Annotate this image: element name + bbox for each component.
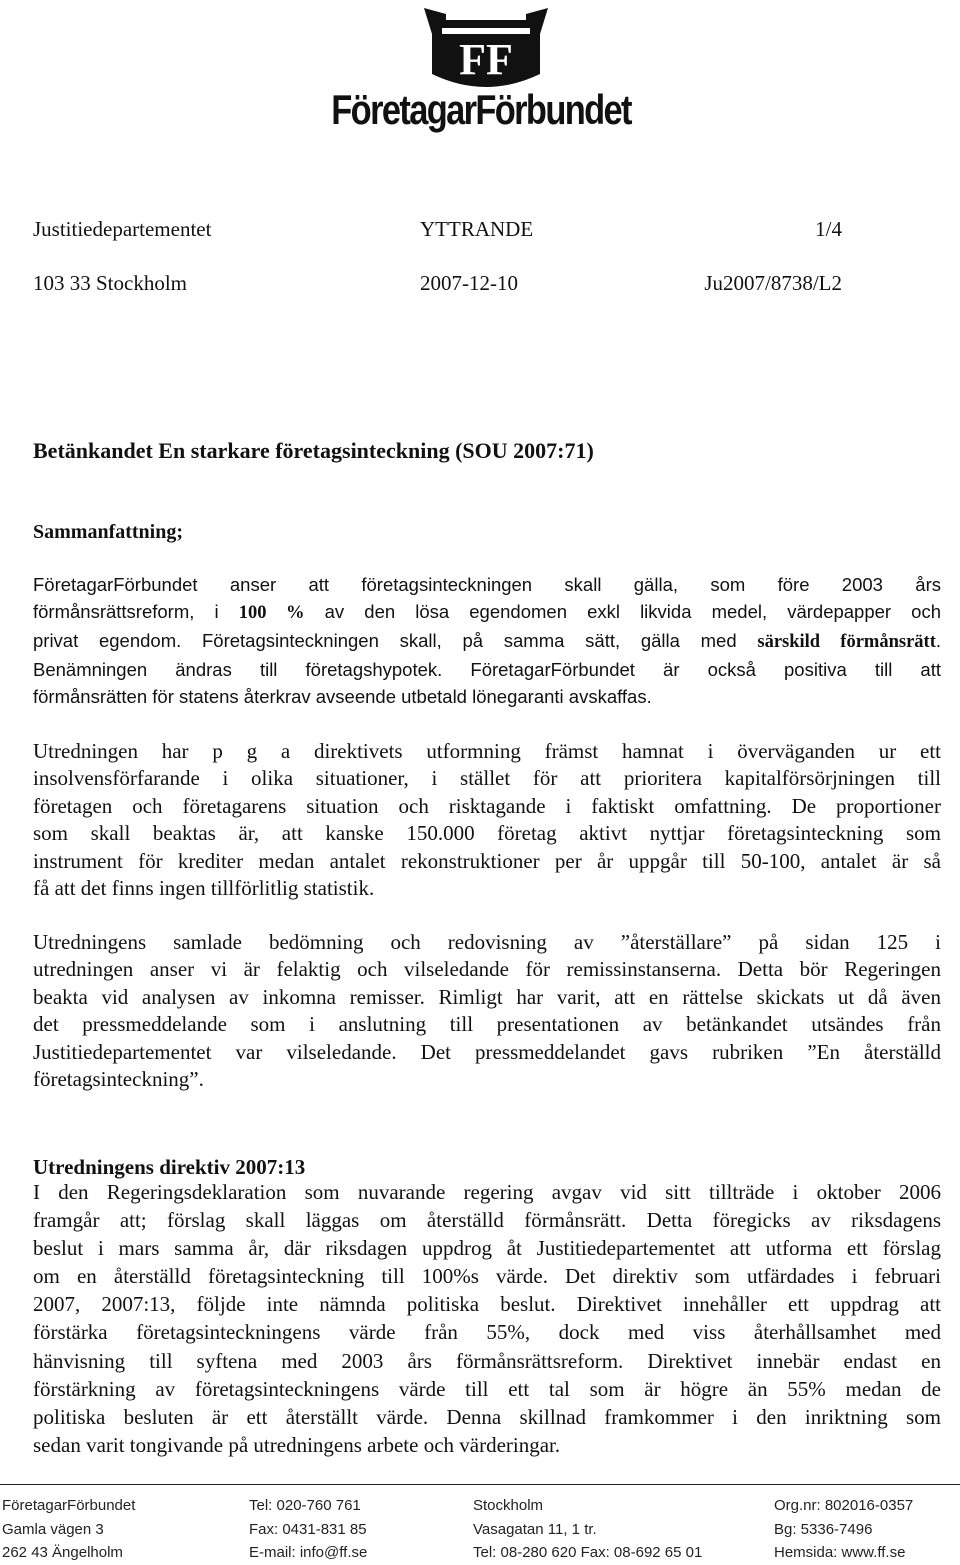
footer-text: Bg: 5336-7496 [774,1520,873,1538]
text-line: politiska besluten är ett återställt värde. Denna skillnad framkommer i den inriktning som [33,1404,941,1429]
footer-company-info [774,1494,913,1565]
footer-text: Fax: 0431-831 85 [249,1520,367,1538]
text-line: Justitiedepartementet var vilseledande. Det pressmeddelandet gavs rubriken ”En återställd [33,1039,941,1064]
brand-name: FöretagarFörbundet [331,86,631,133]
text-line: framgår att; förslag skall läggas om återställd förmånsrätt. Detta föregicks av riksdagens [33,1208,941,1233]
text-line: det pressmeddelande som i anslutning till presentationen av betänkandet utsändes från [33,1012,941,1037]
footer-text: E-mail: info@ff.se [249,1544,368,1561]
footer-text: FöretagarFörbundet [2,1497,136,1514]
text-line: insolvensförfarande i olika situationer, i stället för att prioritera kapitalförsörjningen till [33,766,941,791]
text-line: privat egendom. Företagsinteckningen skall, på samma sätt, gälla med särskild förmånsrätt. [33,630,941,652]
summary-heading: Sammanfattning; [33,521,184,543]
footer-text: Vasagatan 11, 1 tr. [473,1520,597,1538]
text-line: företagen och företagarens situation och risktagande i faktiskt omfattning. De proportioner [33,793,941,818]
footer-text: Gamla vägen 3 [2,1520,104,1538]
text-line: om en återställd företagsinteckning till 100%s värde. Det direktiv som utfärdades i februari [33,1264,941,1289]
text-line: Benämningen ändras till företagshypotek. FöretagarFörbundet är också positiva till att [33,659,941,680]
footer-text: Stockholm [473,1497,544,1514]
page-number: 1/4 [815,217,842,241]
company-logo [420,4,552,90]
footer-contact [249,1494,367,1565]
footer-address [2,1494,135,1565]
text-line: Utredningens samlade bedömning och redovisning av ”återställare” på sidan 125 i [33,930,941,954]
text-line: företagsinteckning”. [33,1067,204,1092]
footer-divider [0,1484,960,1485]
text-line: instrument för krediter medan antalet rekonstruktioner per år uppgår till 50-100, antalet är så [33,848,941,873]
body-paragraph [33,738,941,902]
footer-text: Org.nr: 802016-0357 [774,1497,914,1514]
footer-text: Tel: 020-760 761 [249,1497,361,1514]
logo-lettering: FF [459,35,513,84]
footer-text: Tel: 08-280 620 Fax: 08-692 65 01 [473,1544,703,1561]
footer-stockholm-office [473,1494,702,1565]
text-line: som skall beaktas är, att kanske 150.000 företag aktivt nyttjar företagsinteckning som [33,821,941,846]
text-line: 2007, 2007:13, följde inte nämnda politiska beslut. Direktivet innehåller ett uppdrag att [33,1292,941,1317]
footer-text: Hemsida: www.ff.se [774,1544,906,1561]
text-line: förstärka företagsinteckningens värde från 55%, dock med viss återhållsamhet med [33,1320,941,1345]
reference-number: Ju2007/8738/L2 [704,271,842,295]
footer-text: 262 43 Ängelholm [2,1544,123,1561]
text-line: beakta vid analysen av inkomna remisser. Rimligt har varit, att en rättelse skickats ut då även [33,984,941,1009]
text-line: förmånsrätten för statens återkrav avseende utbetald lönegaranti avskaffas. [33,686,652,707]
body-paragraph [33,929,941,1093]
recipient: Justitiedepartementet [33,217,212,241]
document-date: 2007-12-10 [420,271,518,295]
text-line: hänvisning till syftena med 2003 års förmånsrättsreform. Direktivet innebär endast en [33,1348,941,1373]
document-type: YTTRANDE [420,217,534,241]
text-line: I den Regeringsdeklaration som nuvarande regering avgav vid sitt tillträde i oktober 2006 [33,1180,941,1204]
text-line: få att det finns ingen tillförlitlig statistik. [33,876,375,901]
summary-paragraph [33,571,941,710]
body-paragraph [33,1178,941,1459]
text-line: FöretagarFörbundet anser att företagsinteckningen skall gälla, som före 2003 års [33,574,941,595]
text-line: utredningen anser vi är felaktig och vilseledande för remissinstanserna. Detta bör Regeringen [33,957,941,982]
text-line: förmånsrättsreform, i 100 % av den lösa egendomen exkl likvida medel, värdepapper och [33,601,942,623]
document-title: Betänkandet En starkare företagsinteckning (SOU 2007:71) [33,438,594,463]
text-line: beslut i mars samma år, där riksdagen uppdrog åt Justitiedepartementet att utforma ett förslag [33,1236,941,1261]
text-line: Utredningen har p g a direktivets utformning främst hamnat i överväganden ur ett [33,739,941,763]
text-line: sedan varit tongivande på utredningens arbete och värderingar. [33,1432,561,1457]
recipient-address: 103 33 Stockholm [33,271,188,295]
text-line: förstärkning av företagsinteckningens värde till ett tal som är högre än 55% medan de [33,1376,941,1401]
section-heading: Utredningens direktiv 2007:13 [33,1155,306,1179]
